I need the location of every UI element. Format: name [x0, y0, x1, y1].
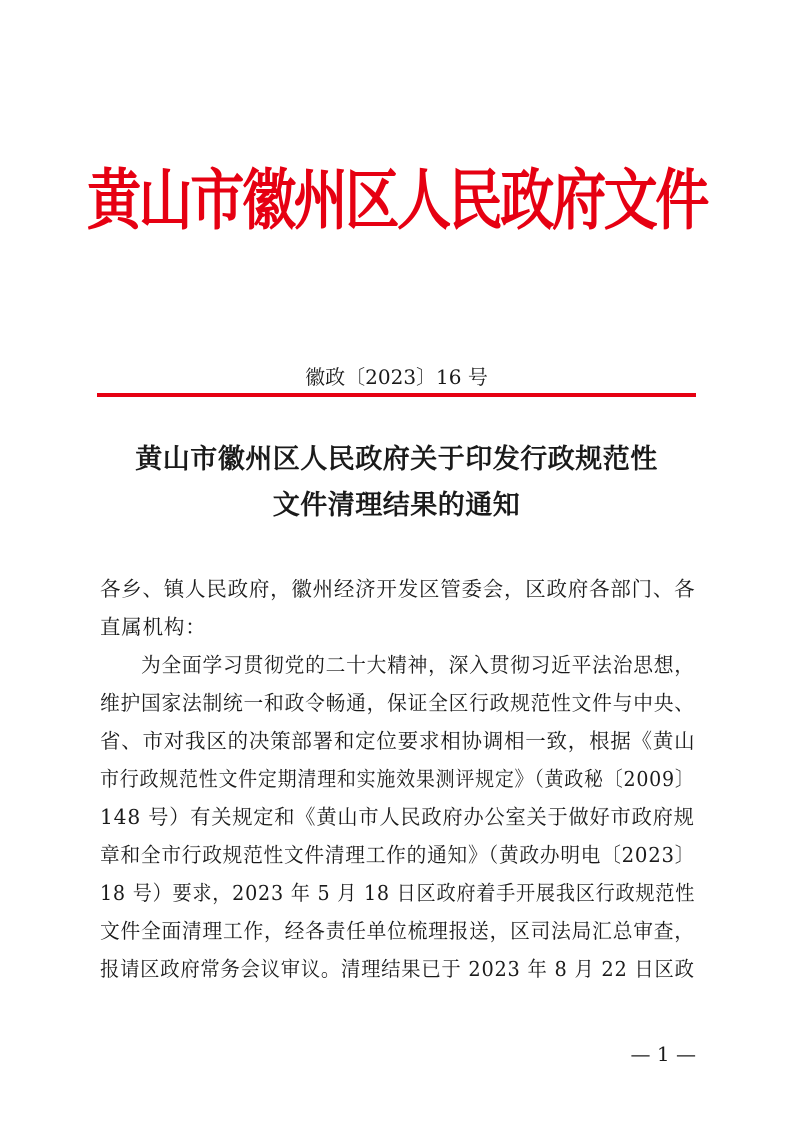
body-line: 为全面学习贯彻党的二十大精神，深入贯彻习近平法治思想，: [100, 653, 695, 677]
red-separator-line: [97, 393, 696, 397]
notice-title-line-2: 文件清理结果的通知: [272, 490, 521, 521]
body-line: 维护国家法制统一和政令畅通，保证全区行政规范性文件与中央、: [100, 691, 695, 715]
body-line: 报请区政府常务会议审议。清理结果已于 2023 年 8 月 22 日区政: [100, 957, 695, 981]
body-line: 章和全市行政规范性文件清理工作的通知》（黄政办明电〔2023〕: [100, 843, 696, 867]
body-line: 文件全面清理工作，经各责任单位梳理报送，区司法局汇总审查，: [100, 919, 695, 943]
body-line: 市行政规范性文件定期清理和实施效果测评规定》（黄政秘〔2009〕: [100, 767, 695, 791]
document-number: 徽政〔2023〕16 号: [305, 365, 488, 389]
page-number: — 1 —: [630, 1042, 696, 1066]
body-line: 18 号）要求，2023 年 5 月 18 日区政府着手开展我区行政规范性: [100, 881, 696, 905]
body-line: 直属机构：: [100, 615, 207, 639]
masthead-title: 黄山市徽州区人民政府文件: [86, 161, 707, 239]
body-line: 省、市对我区的决策部署和定位要求相协调相一致，根据《黄山: [100, 729, 696, 753]
body-line: 各乡、镇人民政府，徽州经济开发区管委会，区政府各部门、各: [100, 577, 696, 601]
notice-title-line-1: 黄山市徽州区人民政府关于印发行政规范性: [135, 444, 658, 475]
body-line: 148 号）有关规定和《黄山市人民政府办公室关于做好市政府规: [100, 805, 695, 829]
